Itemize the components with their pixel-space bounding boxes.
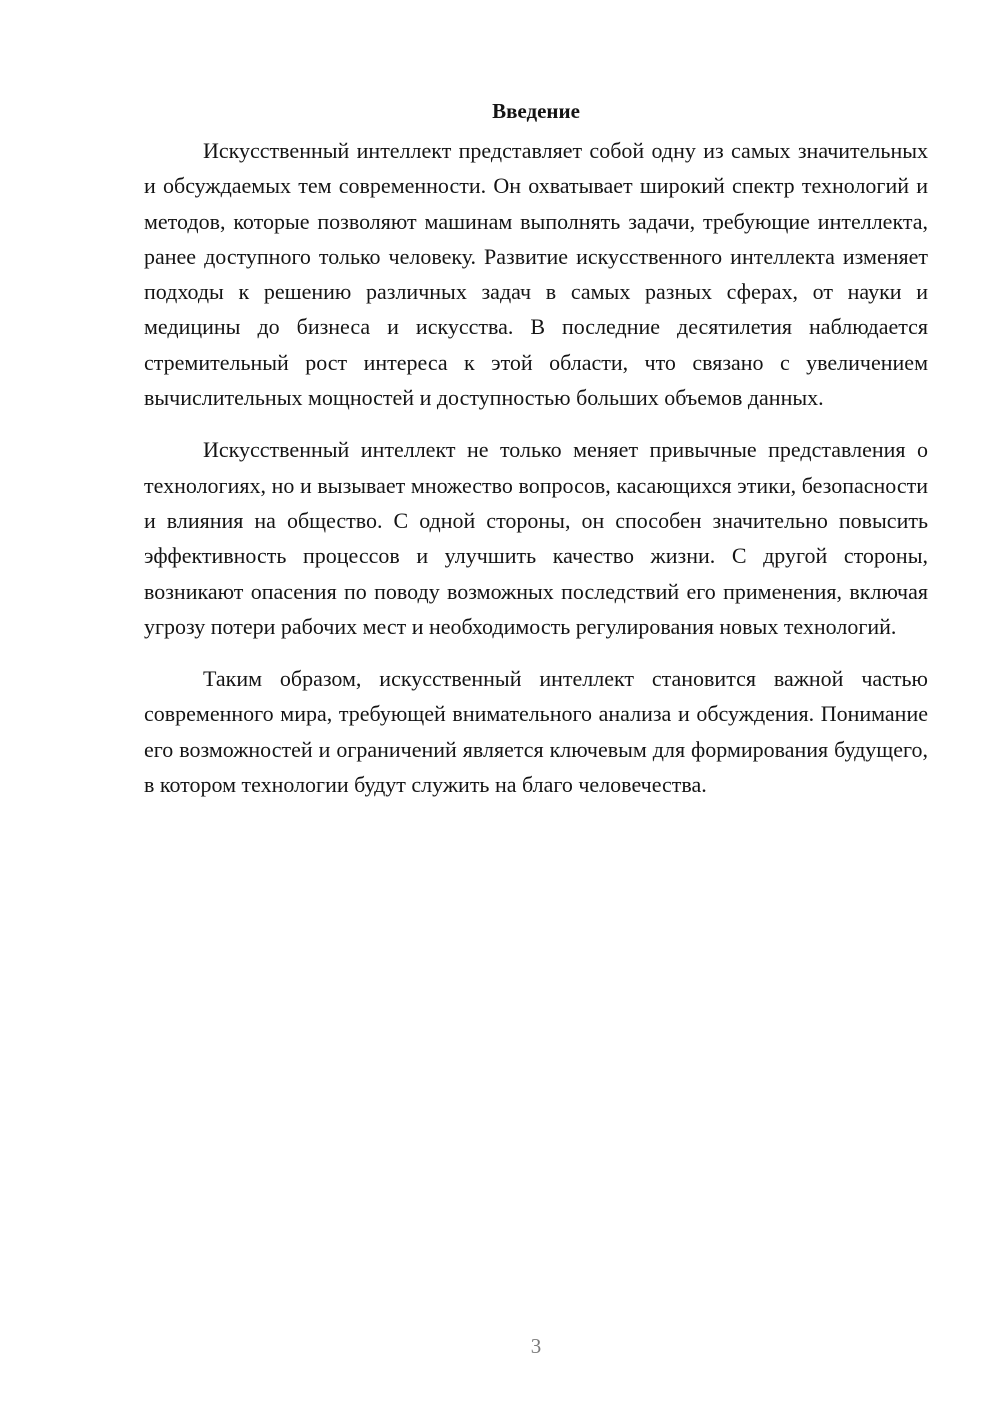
page-content	[144, 94, 928, 819]
paragraph-2: Искусственный интеллект не только меняет привычные представления о технологиях, но и вызывает множество вопросов, касающихся этики, безопасности и влияния на общество. С одной стороны, он способен значительно повысить эффективность процессов и улучшить качество жизни. С другой стороны, возникают опасения по поводу возможных последствий его применения, включая угрозу потери рабочих мест и необходимость регулирования новых технологий.	[144, 437, 928, 639]
page-number: 3	[530, 1334, 542, 1358]
paragraph-1: Искусственный интеллект представляет собой одну из самых значительных и обсуждаемых тем современности. Он охватывает широкий спектр технологий и методов, которые позволяют машинам выполнять задачи, требующие интеллекта, ранее доступного только человеку. Развитие искусственного интеллекта изменяет подходы к решению различных задач в самых разных сферах, от науки и медицины до бизнеса и искусства. В последние десятилетия наблюдается стремительный рост интереса к этой области, что связано с увеличением вычислительных мощностей и доступностью больших объемов данных.	[144, 138, 928, 411]
section-title: Введение	[492, 99, 580, 123]
paragraph-3: Таким образом, искусственный интеллект становится важной частью современного мира, требующей внимательного анализа и обсуждения. Понимание его возможностей и ограничений является ключевым для формирования будущего, в котором технологии будут служить на благо человечества.	[144, 666, 928, 798]
